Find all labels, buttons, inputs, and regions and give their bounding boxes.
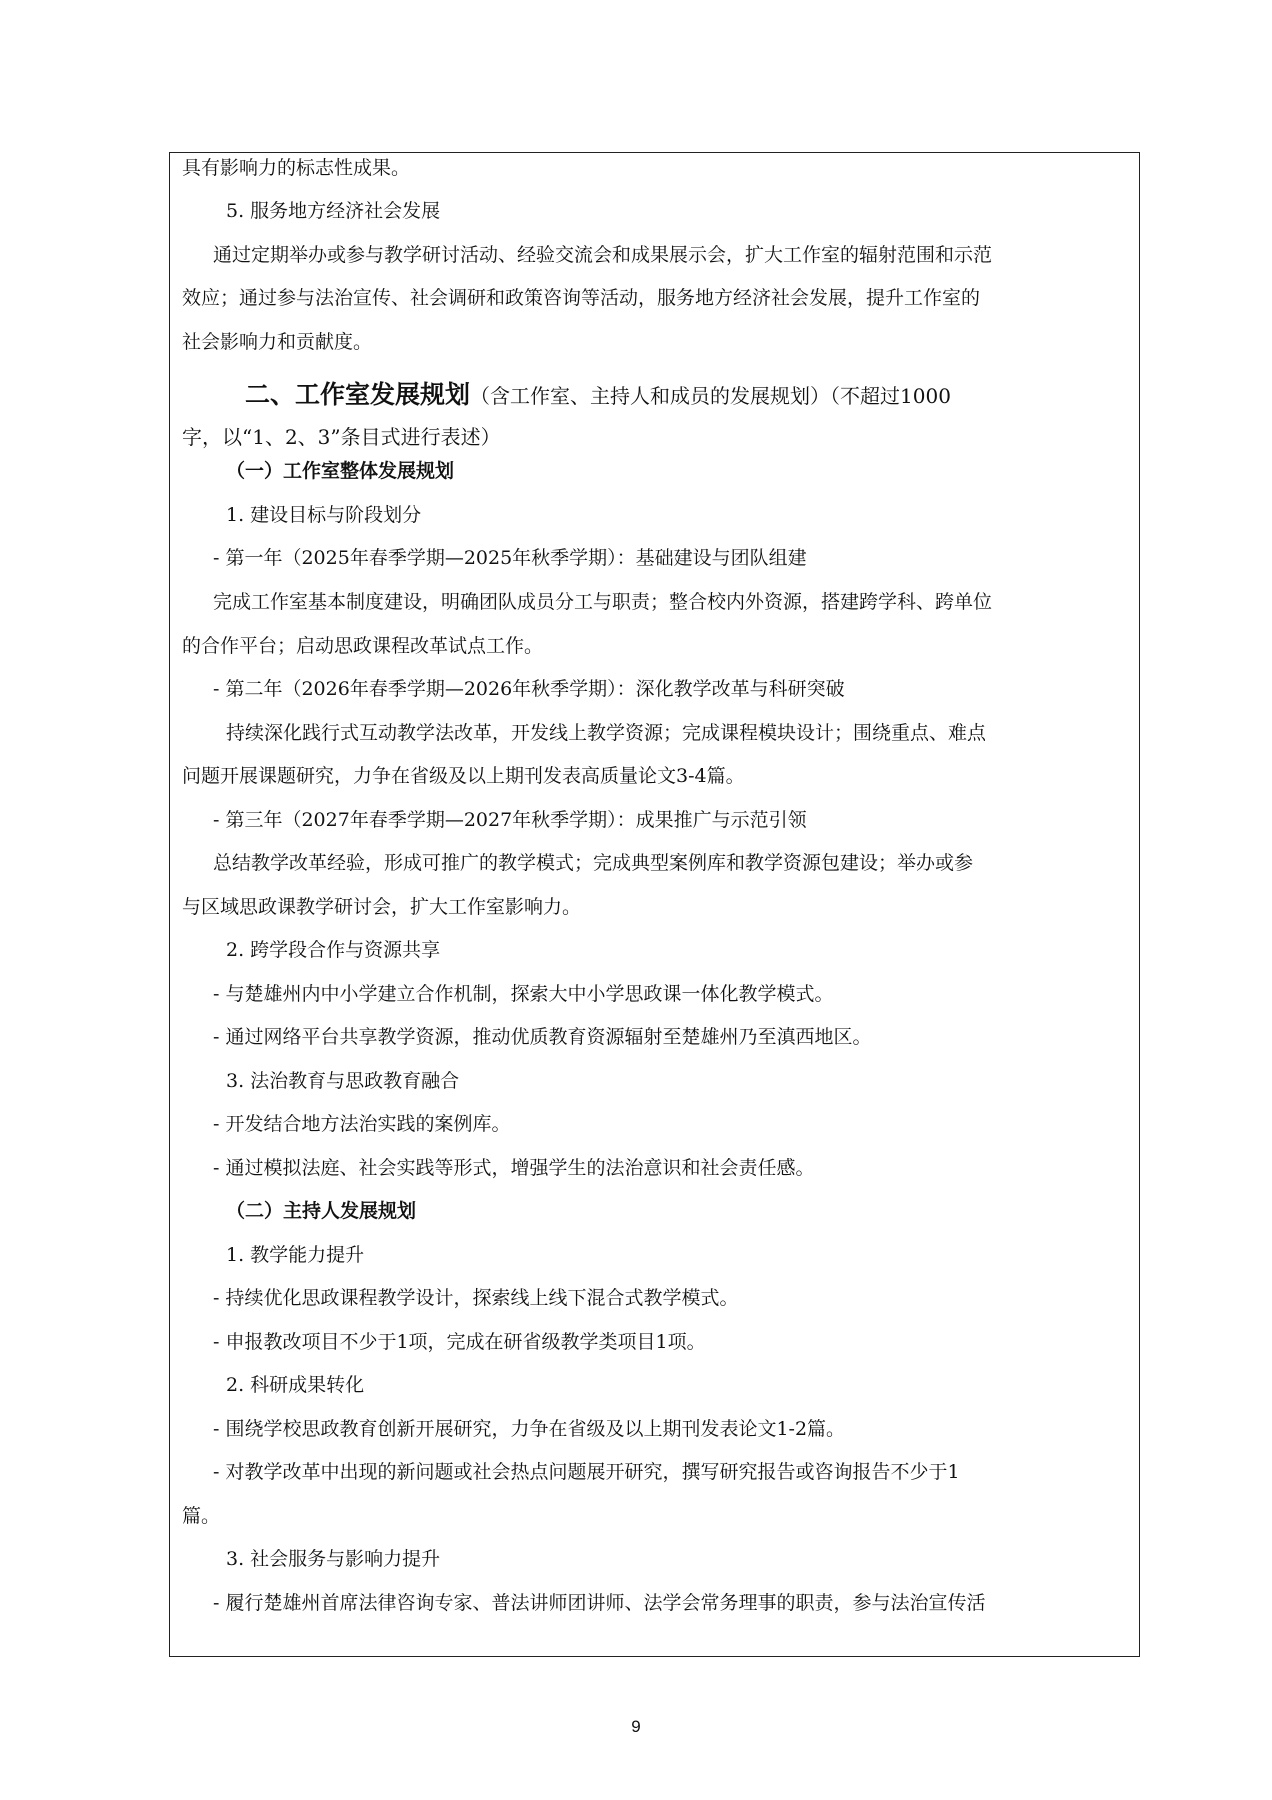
subsection-heading: （二）主持人发展规划 — [226, 1200, 417, 1222]
item-heading: 1. 建设目标与阶段划分 — [226, 504, 422, 526]
text-line: 篇。 — [182, 1505, 221, 1527]
item-heading: 2. 科研成果转化 — [226, 1374, 365, 1396]
text-line: 的合作平台；启动思政课程改革试点工作。 — [182, 635, 544, 657]
text-line: - 围绕学校思政教育创新开展研究，力争在省级及以上期刊发表论文1-2篇。 — [213, 1418, 846, 1440]
text-line: - 开发结合地方法治实践的案例库。 — [213, 1113, 511, 1135]
text-line: - 履行楚雄州首席法律咨询专家、普法讲师团讲师、法学会常务理事的职责，参与法治宣传活 — [213, 1592, 986, 1614]
page-number: 9 — [631, 1717, 641, 1736]
text-line: - 对教学改革中出现的新问题或社会热点问题展开研究，撰写研究报告或咨询报告不少于1 — [213, 1461, 960, 1483]
item-heading: 5. 服务地方经济社会发展 — [226, 200, 441, 222]
text-line: 总结教学改革经验，形成可推广的教学模式；完成典型案例库和教学资源包建设；举办或参 — [213, 852, 974, 874]
item-heading: 3. 社会服务与影响力提升 — [226, 1548, 441, 1570]
text-line: 通过定期举办或参与教学研讨活动、经验交流会和成果展示会，扩大工作室的辐射范围和示范 — [213, 244, 993, 266]
section-title: 二、工作室发展规划 — [245, 380, 471, 409]
text-line: 效应；通过参与法治宣传、社会调研和政策咨询等活动，服务地方经济社会发展，提升工作室的 — [182, 287, 981, 309]
text-line: - 通过模拟法庭、社会实践等形式，增强学生的法治意识和社会责任感。 — [213, 1157, 815, 1179]
text-line: 具有影响力的标志性成果。 — [182, 157, 411, 179]
item-heading: 1. 教学能力提升 — [226, 1244, 365, 1266]
text-line: 完成工作室基本制度建设，明确团队成员分工与职责；整合校内外资源，搭建跨学科、跨单位 — [213, 591, 993, 613]
item-heading: 2. 跨学段合作与资源共享 — [226, 939, 441, 961]
text-line: 与区域思政课教学研讨会，扩大工作室影响力。 — [182, 896, 582, 918]
text-line: - 第二年（2026年春季学期—2026年秋季学期）：深化教学改革与科研突破 — [213, 678, 845, 700]
text-line: - 与楚雄州内中小学建立合作机制，探索大中小学思政课一体化教学模式。 — [213, 983, 834, 1005]
item-heading: 3. 法治教育与思政教育融合 — [226, 1070, 460, 1092]
text-line: - 申报教改项目不少于1项，完成在研省级教学类项目1项。 — [213, 1331, 706, 1353]
text-line: - 第一年（2025年春季学期—2025年秋季学期）：基础建设与团队组建 — [213, 547, 807, 569]
text-line: - 持续优化思政课程教学设计，探索线上线下混合式教学模式。 — [213, 1287, 739, 1309]
text-line: 社会影响力和贡献度。 — [182, 331, 373, 353]
text-line: 问题开展课题研究，力争在省级及以上期刊发表高质量论文3-4篇。 — [182, 765, 745, 787]
text-line: - 第三年（2027年春季学期—2027年秋季学期）：成果推广与示范引领 — [213, 809, 807, 831]
section-note-cont: 字，以“1、2、3”条目式进行表述） — [182, 425, 501, 449]
section-heading — [245, 380, 951, 409]
section-note: （含工作室、主持人和成员的发展规划）（不超过1000 — [470, 384, 951, 408]
subsection-heading: （一）工作室整体发展规划 — [226, 460, 455, 482]
text-line: 持续深化践行式互动教学法改革，开发线上教学资源；完成课程模块设计；围绕重点、难点 — [226, 722, 987, 744]
text-line: - 通过网络平台共享教学资源，推动优质教育资源辐射至楚雄州乃至滇西地区。 — [213, 1026, 872, 1048]
